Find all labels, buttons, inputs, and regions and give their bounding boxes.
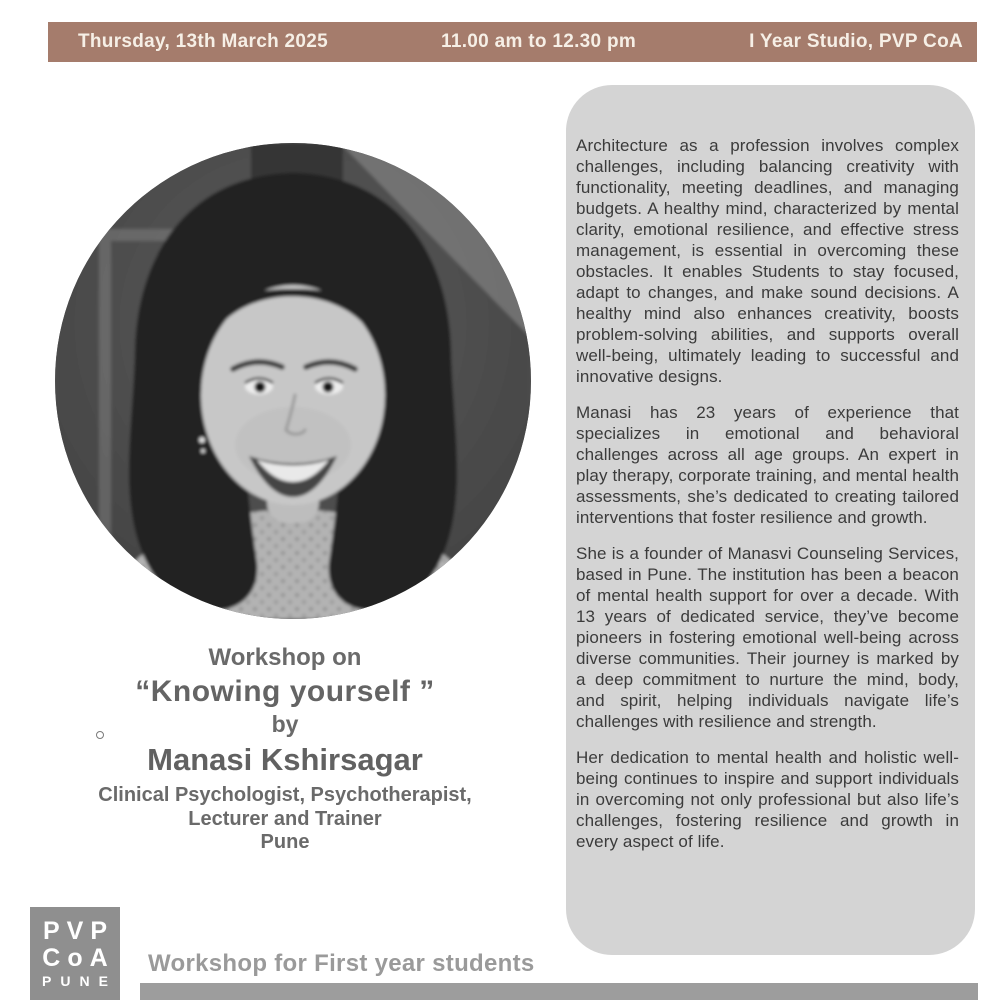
speaker-city: Pune [260, 831, 310, 854]
speaker-portrait-image [55, 143, 531, 619]
about-paragraph-architecture: Architecture as a profession involves complex challenges, including balancing creativity with functionality, meeting deadlines, and managing budgets. A healthy mind, characterized by mental clarity, emotional resilience, and effective stress management, is essential in overcoming these obstacles. It enables Students to stay focused, adapt to changes, and make sound decisions. A healthy mind also enhances creativity, boosts problem-solving abilities, and supports overall well-being, ultimately leading to successful and innovative designs. [576, 136, 959, 386]
speaker-photo [55, 143, 531, 619]
speaker-credentials-line2: Lecturer and Trainer [188, 807, 382, 830]
speaker-credentials-line1: Clinical Psychologist, Psychotherapist, [98, 784, 472, 806]
about-paragraph-experience: Manasi has 23 years of experience that specializes in emotional and behavioral challenges across all age groups. An expert in play therapy, corporate training, and mental health assessments, she’s dedicated to creating tailored interventions that foster resilience and growth. [576, 403, 959, 527]
by-label: by [271, 711, 299, 737]
event-time: 11.00 am to 12.30 pm [441, 31, 637, 52]
workshop-on-label: Workshop on [208, 644, 362, 671]
event-location: I Year Studio, PVP CoA [749, 31, 963, 52]
workshop-caption-block [35, 644, 535, 855]
logo-line-pvp: PVP [42, 917, 115, 946]
about-paragraph-manasvi: She is a founder of Manasvi Counseling Services, based in Pune. The institution has been a beacon of mental health support for over a decade. With 13 years of dedicated service, they’ve become pioneers in fostering emotional well-being across diverse communities. Their journey is marked by a deep commitment to nurture the mind, body, and spirit, helping individuals navigate life’s challenges with resilience and strength. [576, 544, 959, 731]
about-paragraph-dedication: Her dedication to mental health and holistic well-being continues to inspire and support individuals in overcoming not only professional but also life’s challenges, fostering resilience and growth in every aspect of life. [576, 748, 959, 851]
logo-line-pune: PUNE [42, 972, 117, 989]
pvp-coa-logo [30, 907, 120, 1000]
speaker-name: Manasi Kshirsagar [147, 742, 423, 777]
footer-caption: Workshop for First year students [148, 950, 535, 977]
event-info-bar [48, 22, 977, 62]
workshop-title: “Knowing yourself ” [135, 675, 435, 708]
about-panel [566, 85, 975, 955]
footer-bar [140, 983, 978, 1000]
logo-line-coa: CoA [42, 943, 115, 972]
event-date: Thursday, 13th March 2025 [78, 31, 329, 52]
